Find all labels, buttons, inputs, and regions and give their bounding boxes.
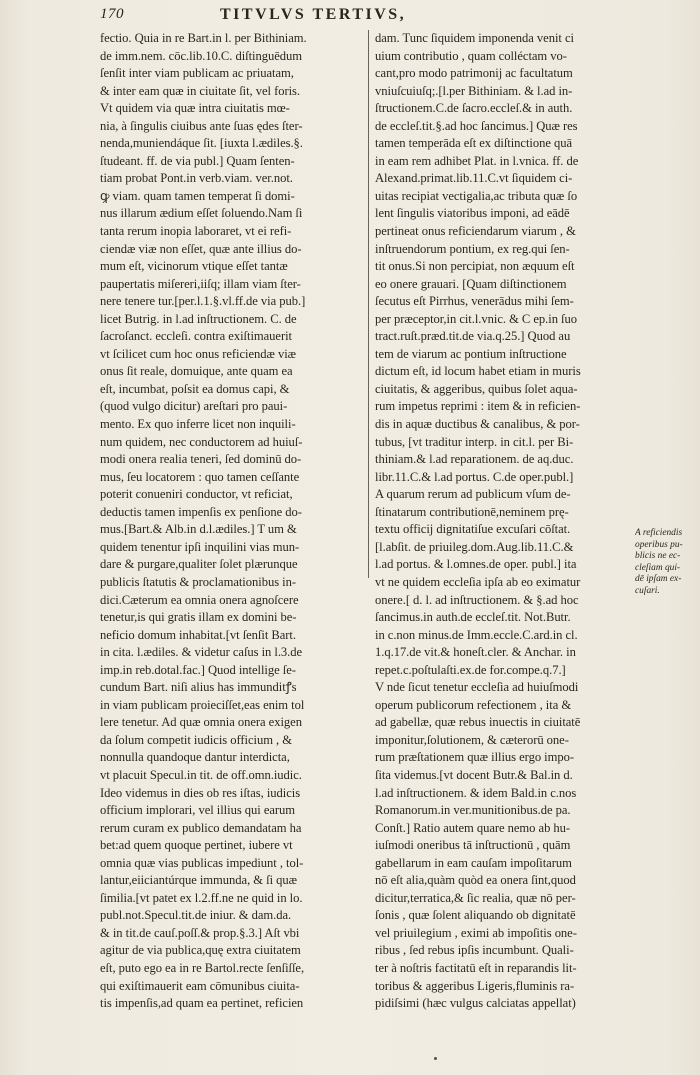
text-line: de imm.nem. cōc.lib.10.C. diſtinguēdum — [100, 48, 303, 63]
column-divider — [368, 30, 369, 578]
text-line: nō eſt alia,quàm quòd ea onera ſint,quod — [375, 873, 576, 888]
text-line: mum eſt, vicinorum vtique eſſet tantæ — [100, 259, 288, 274]
text-line: ſacroſanct. eccleſi. contra exiſtimauerit — [100, 329, 293, 344]
text-line: ribus , ſed rebus ipſis incumbunt. Quali- — [375, 943, 574, 958]
text-line: vt ne quidem eccleſia ipſa ab eo eximatur — [375, 574, 581, 589]
text-line: repet.c.poſtulaſti.ex.de for.compe.q.7.] — [375, 662, 566, 677]
text-line: ciuitatis, & aggeribus, quibus ſolet aqua- — [375, 381, 578, 396]
text-line: vel priuilegium , eximi ab impoſitis one- — [375, 925, 577, 940]
margin-note-line: blicis ne ec- — [635, 551, 681, 562]
text-line: cundum Bart. niſi alius has immunditꝭs — [100, 680, 297, 695]
text-line: bet:ad quem quoque pertinet, iubere vt — [100, 838, 293, 853]
text-line: iuſmodi oneribus tā inſtructionū , quām — [375, 838, 571, 853]
margin-note-line: cuſari. — [635, 585, 660, 596]
text-line: uium contributio , quam colléctam vo- — [375, 48, 567, 63]
text-line: publicis ſtatutis & proclamationibus in- — [100, 574, 296, 589]
left-text-column — [100, 30, 362, 1013]
text-line: deductis tamen impenſis ex penſione do- — [100, 504, 302, 519]
text-line: licet Butrig. in l.ad inſtructionem. C. de — [100, 311, 297, 326]
text-line: tit onus.Si non percipiat, non æquum eſt — [375, 259, 575, 274]
text-line: 1.q.17.de vit.& honeſt.cler. & Anchar. in — [375, 645, 576, 660]
text-line: Conſt.] Ratio autem quare nemo ab hu- — [375, 820, 571, 835]
text-line: mus.[Bart.& Alb.in d.l.ædiles.] T um & — [100, 522, 297, 537]
text-line: & inter eam quæ in ciuitate ſit, vel foris. — [100, 83, 301, 98]
text-line: ſenſit inter viam publicam ac priuatam, — [100, 66, 294, 81]
text-line: ſtructionem.C.de ſacro.eccleſ.& in auth. — [375, 101, 573, 116]
text-line: (quod vulgo dicitur) areſtari pro paui- — [100, 399, 288, 414]
text-line: lere tenetur. Ad quæ omnia onera exigen — [100, 715, 302, 730]
text-line: V nde ſicut tenetur eccleſia ad huiuſmodi — [375, 680, 579, 695]
text-line: nenda,muniendáque ſit. [iuxta l.ædiles.§. — [100, 136, 303, 151]
text-line: onus ſit reale, domuique, ante quam ea — [100, 364, 293, 379]
text-line: Vt quidem via quæ intra ciuitatis mœ- — [100, 101, 290, 116]
text-line: & in tit.de cauſ.poſſ.& prop.§.3.] Aſt vbi — [100, 925, 300, 940]
text-line: vniuſcuiuſq;.[l.per Bithiniam. & l.ad in- — [375, 83, 573, 98]
text-line: neficio domum inhabitat.[vt ſenſit Bart. — [100, 627, 296, 642]
text-line: l.ad portus. & l.omnes.de oper. publ.] ita — [375, 557, 577, 572]
text-line: ciendæ viæ non eſſet, quæ ante illius do- — [100, 241, 302, 256]
text-line: Romanorum.in ver.munitionibus.de pa. — [375, 803, 571, 818]
text-line: modi onera realia teneri, ſed dominū do- — [100, 452, 302, 467]
text-line: in cita. l.ædiles. & videtur caſus in l.3.de — [100, 645, 303, 660]
text-line: tamen temperāda eſt ex diſtinctione quā — [375, 136, 573, 151]
text-line: libr.11.C.& l.ad portus. C.de oper.publ.] — [375, 469, 574, 484]
text-line: eſt, incumbat, poſsit ea domus capi, & — [100, 381, 290, 396]
text-line: agitur de via publica,quę extra ciuitatem — [100, 943, 301, 958]
text-line: vt ſcilicet cum hoc onus reficiendæ viæ — [100, 346, 297, 361]
text-line: operum publicorum refectionem , ita & — [375, 697, 572, 712]
text-line: dictum eſt, id locum habet etiam in muris — [375, 364, 581, 379]
text-line: pidiſsimi (hæc vulgus calciatas appellat) — [375, 996, 576, 1011]
text-line: eo onere grauari. [Quam diſtinctionem — [375, 276, 567, 291]
margin-note-line: A reficiendis — [635, 528, 683, 538]
text-line: ſtinatarum contributionē,neminem prę- — [375, 504, 569, 519]
text-line: tem de viarum ac pontium inſtructione — [375, 346, 567, 361]
text-line: textu officij dignitatiſue excuſari cōſtat. — [375, 522, 571, 537]
text-line: paupertatis miſereri,iiſq; illam viam ſter- — [100, 276, 301, 291]
text-line: tiam probat Pont.in verb.viam. ver.not. — [100, 171, 293, 186]
text-line: lent ſingulis viatoribus imponi, ad eādē — [375, 206, 570, 221]
page-number: 170 — [100, 6, 124, 22]
running-title: TITVLVS TERTIVS, — [220, 6, 407, 23]
text-line: ꝙ viam. quam tamen temperat ſi domi- — [100, 188, 295, 203]
marginal-note — [635, 528, 697, 598]
text-line: ſonis , quæ ſolent aliquando ob dignitatē — [375, 908, 576, 923]
text-line: gabellarum in eam cauſam impoſitarum — [375, 855, 572, 870]
text-line: A quarum rerum ad publicum vſum de- — [375, 487, 571, 502]
text-line: nonnulla quandoque dantur interdicta, — [100, 750, 290, 765]
text-line: mento. Ex quo inferre licet non inquili- — [100, 417, 296, 432]
margin-note-line: operibus pu- — [635, 539, 683, 550]
text-line: rum impetus reprimi : item & in reficien- — [375, 399, 581, 414]
text-line: [l.abſit. de priuileg.dom.Aug.lib.11.C.& — [375, 539, 574, 554]
text-line: rerum curam ex publico demandatam ha — [100, 820, 302, 835]
ink-speck — [434, 1057, 437, 1060]
text-line: in c.non minus.de Imm.eccle.C.ard.in cl. — [375, 627, 578, 642]
text-line: tract.ruſt.præd.tit.de via.q.25.] Quod au — [375, 329, 571, 344]
text-line: eſt, puto ego ea in re Bartol.recte ſenſiſſe, — [100, 960, 305, 975]
text-line: tis impenſis,ad quam ea pertinet, reficien — [100, 996, 304, 1011]
text-line: in eam rem adhibet Plat. in l.vnica. ff. de — [375, 153, 579, 168]
text-line: dici.Cæterum ea omnia onera agnoſcere — [100, 592, 299, 607]
text-line: cant,pro modo patrimonij ac facultatum — [375, 66, 573, 81]
text-line: nere tenere tur.[per.l.1.§.vl.ff.de via pub.] — [100, 294, 306, 309]
text-line: ſita videmus.[vt docent Butr.& Bal.in d. — [375, 767, 573, 782]
text-line: rum præſtationem quæ illius ergo impo- — [375, 750, 575, 765]
margin-note-line: dē ipſam ex- — [635, 574, 682, 585]
text-line: per præceptor,in cit.l.vnic. & C ep.in ſuo — [375, 311, 578, 326]
text-line: imponitur,ſolutionem, & cæterorū one- — [375, 732, 569, 747]
text-line: de eccleſ.tit.§.ad hoc ſancimus.] Quæ res — [375, 118, 578, 133]
text-line: ſecutus eſt Pirrhus, venerādus mihi ſem- — [375, 294, 574, 309]
text-line: tanta rerum inopia laboraret, vt ei refi- — [100, 224, 292, 239]
page-header — [90, 4, 650, 28]
text-line: thiniam.& l.ad reparationem. de aq.duc. — [375, 452, 574, 467]
text-line: pertineat onus reficiendarum viarum , & — [375, 224, 576, 239]
text-line: Ideo videmus in dies ob res iſtas, iudicis — [100, 785, 301, 800]
text-line: l.ad inſtructionem. & idem Bald.in c.nos — [375, 785, 577, 800]
text-line: uitas recipiat vectigalia,ac tributa quæ ſo — [375, 188, 578, 203]
text-line: tubus, [vt traditur interp. in cit.l. per Bi- — [375, 434, 574, 449]
text-line: ter à noſtris factitatū eſt in reparandis lit- — [375, 960, 577, 975]
text-line: dicitur,terratica,& ſic realia, quæ nō per- — [375, 890, 576, 905]
text-line: nus illarum ædium eſſet ſoluendo.Nam ſi — [100, 206, 303, 221]
text-line: ſancimus.in auth.de eccleſ.tit. Not.Butr. — [375, 610, 571, 625]
text-line: dare & purgare,qualiter ſolet plærunque — [100, 557, 298, 572]
text-line: dam. Tunc ſiquidem imponenda venit ci — [375, 31, 574, 45]
text-line: officium implorari, vel illius qui earum — [100, 803, 296, 818]
text-line: toribus & aggeribus Ligeris,fluminis ra- — [375, 978, 575, 993]
text-line: tenetur,is qui gratis illam ex domini be- — [100, 610, 297, 625]
text-line: dis in aquæ ductibus & canalibus, & por- — [375, 417, 580, 432]
text-line: publ.not.Specul.tit.de iniur. & dam.da. — [100, 908, 292, 923]
text-line: num quidem, nec conductorem ad huiuſ- — [100, 434, 303, 449]
text-line: lantur,eiiciantúrque immunda, & ſi quæ — [100, 873, 297, 888]
text-line: inſtruendorum pontium, ex reg.qui ſen- — [375, 241, 570, 256]
text-line: fectio. Quia in re Bart.in l. per Bithiniam. — [100, 31, 307, 45]
text-line: poterit conueniri conductor, vt reficiat, — [100, 487, 293, 502]
margin-note-line: cleſiam qui- — [635, 562, 681, 573]
text-line: in viam publicam proieciſſet,eas enim tol — [100, 697, 305, 712]
text-line: da ſolum competit iudicis officium , & — [100, 732, 292, 747]
text-line: ad gabellæ, quæ rebus inuectis in ciuitatē — [375, 715, 581, 730]
text-line: imp.in reb.dotal.fac.] Quod intellige ſe- — [100, 662, 296, 677]
text-line: nia, à ſingulis ciuibus ante ſuas ędes ſter- — [100, 118, 303, 133]
text-line: quidem tenentur ipſi inquilini vias mun- — [100, 539, 300, 554]
text-line: onere.[ d. l. ad inſtructionem. & §.ad hoc — [375, 592, 579, 607]
text-line: ſtudeant. ff. de via publ.] Quam ſenten- — [100, 153, 295, 168]
right-text-column — [375, 30, 633, 1013]
text-line: vt placuit Specul.in tit. de off.omn.iudic. — [100, 767, 302, 782]
text-line: omnia quæ vias publicas impediunt , tol- — [100, 855, 304, 870]
text-line: qui exiſtimauerit eam cōmunibus ciuita- — [100, 978, 300, 993]
text-line: ſimilia.[vt patet ex l.2.ff.ne ne quid in lo. — [100, 890, 303, 905]
text-line: Alexand.primat.lib.11.C.vt ſiquidem ci- — [375, 171, 573, 186]
text-line: mus, ſeu locatorem : quo tamen ceſſante — [100, 469, 300, 484]
